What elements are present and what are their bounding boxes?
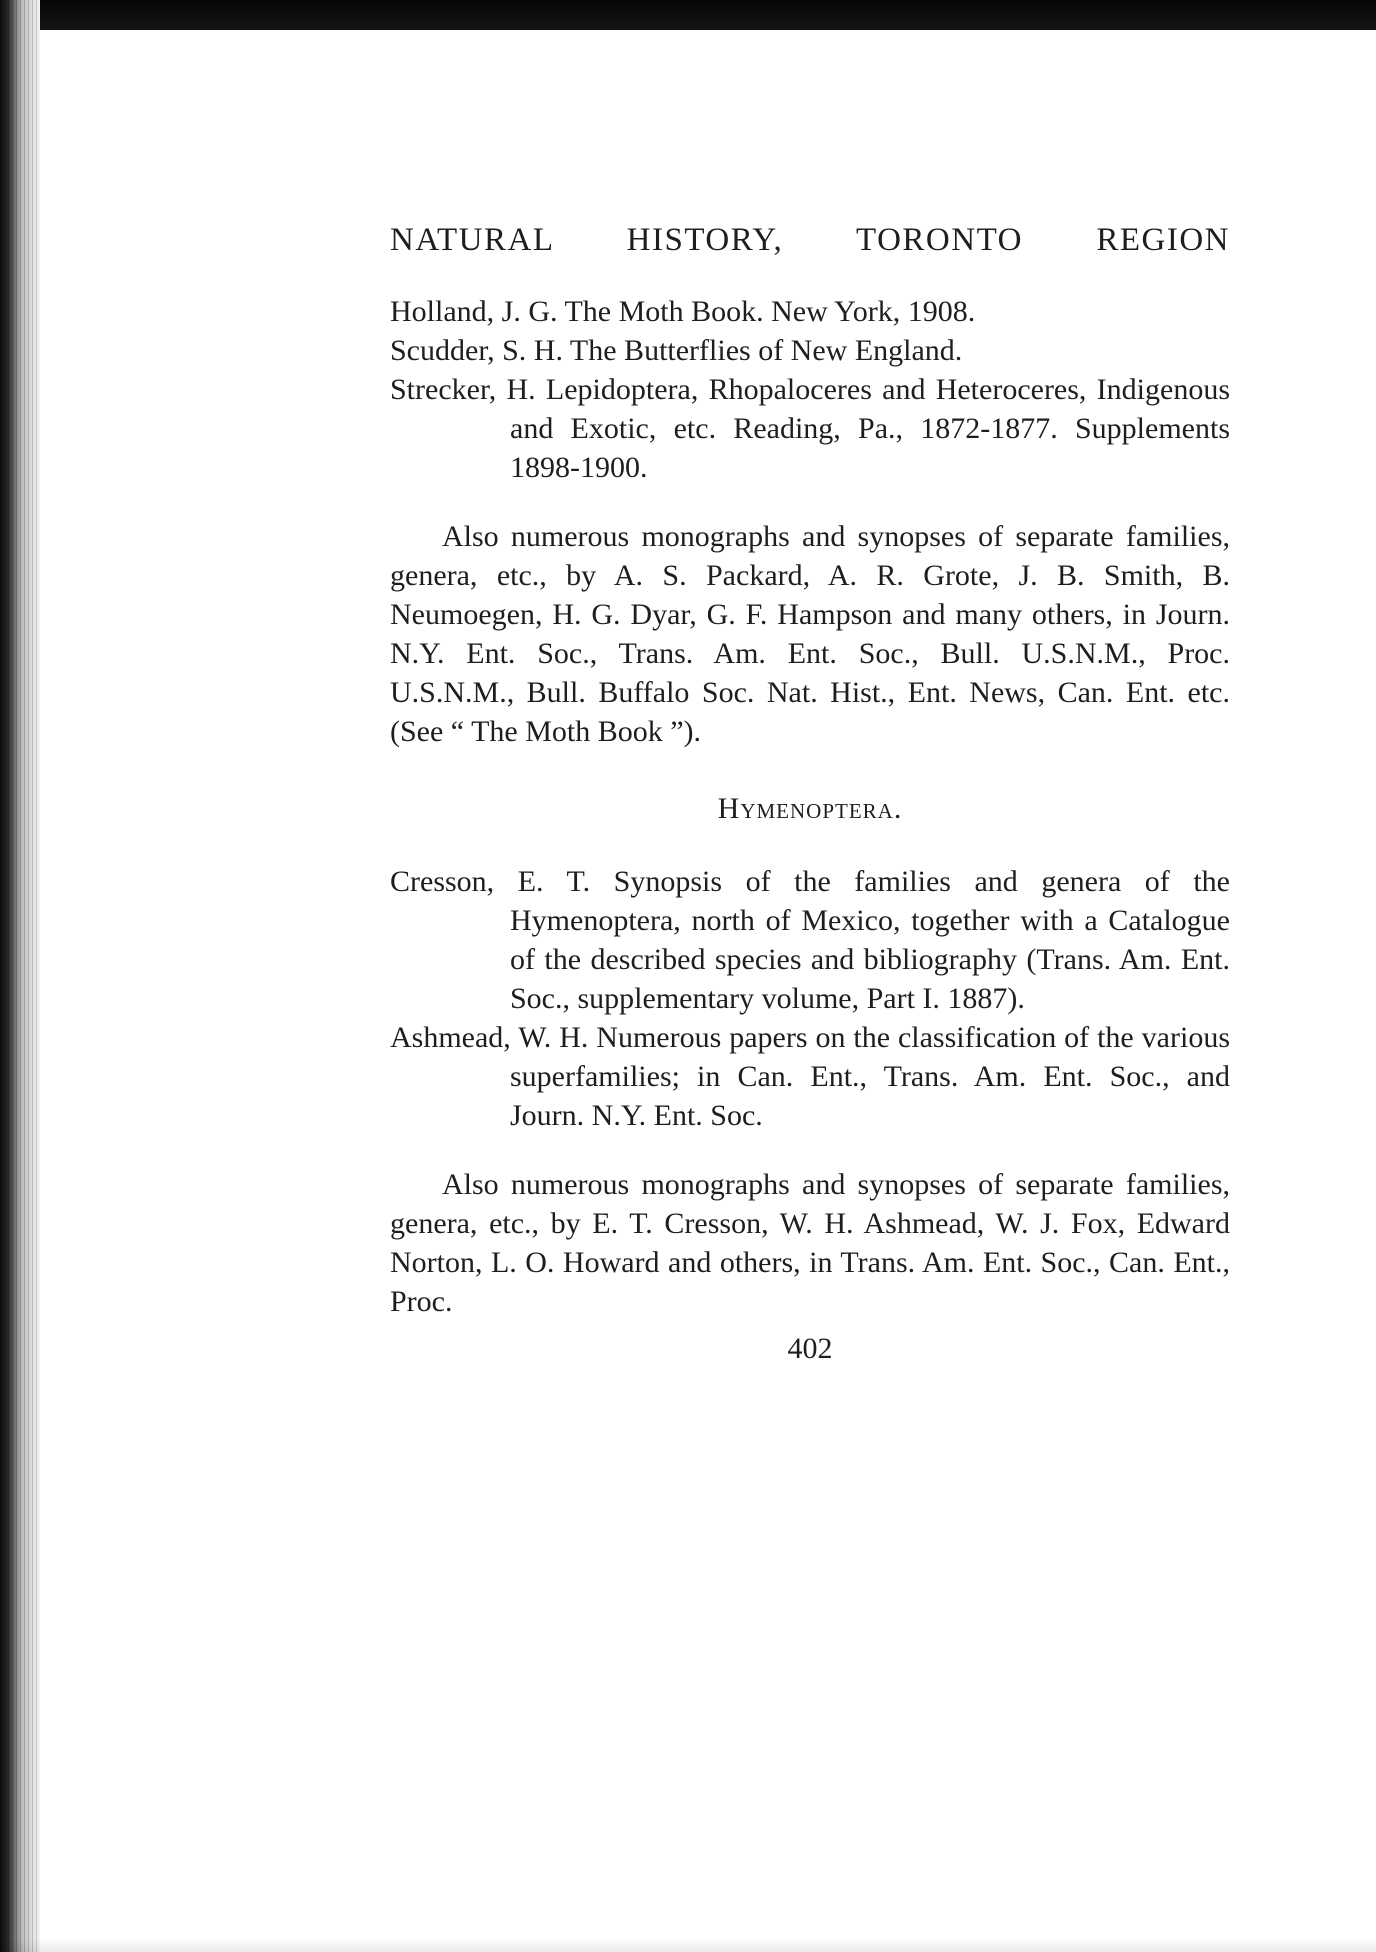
reference-entry-ashmead: Ashmead, W. H. Numerous papers on the classification of the various superfamilies; in Can. Ent., Trans. Am. Ent. Soc., and Journ. N.Y. Ent. Soc.	[390, 1021, 1230, 1132]
hymenoptera-note-paragraph: Also numerous monographs and synopses of separate families, genera, etc., by E. T. Cresson, W. H. Ashmead, W. J. Fox, Edward Norton, L. O. Howard and others, in Trans. Am. Ent. Soc., Can. Ent., Proc.	[390, 1168, 1230, 1318]
reference-entry-cresson: Cresson, E. T. Synopsis of the families and genera of the Hymenoptera, north of Mexico, together with a Catalogue of the described species and bibliography (Trans. Am. Ent. Soc., supplementary volume, Part I. 1887).	[390, 865, 1230, 1015]
lepidoptera-note-paragraph: Also numerous monographs and synopses of separate families, genera, etc., by A. S. Packard, A. R. Grote, J. B. Smith, B. Neumoegen, H. G. Dyar, G. F. Hampson and many others, in Journ. N.Y. Ent. Soc., Trans. Am. Ent. Soc., Bull. U.S.N.M., Proc. U.S.N.M., Bull. Buffalo Soc. Nat. Hist., Ent. News, Can. Ent. etc. (See “ The Moth Book ”).	[390, 520, 1230, 748]
scan-top-border	[0, 0, 1376, 30]
reference-entry-holland: Holland, J. G. The Moth Book. New York, 1908.	[390, 295, 976, 328]
reference-entry-scudder: Scudder, S. H. The Butterflies of New England.	[390, 334, 963, 367]
book-page-edges	[0, 0, 40, 1952]
running-head: NATURAL HISTORY, TORONTO REGION	[390, 222, 1230, 258]
book-page	[390, 220, 1230, 1368]
reference-entry-strecker: Strecker, H. Lepidoptera, Rhopaloceres and Heteroceres, Indigenous and Exotic, etc. Reading, Pa., 1872-1877. Supplements 1898-1900.	[390, 373, 1230, 484]
section-heading-hymenoptera: Hymenoptera.	[717, 792, 903, 825]
page-number: 402	[787, 1332, 833, 1365]
scan-bottom-shadow	[0, 1938, 1376, 1952]
